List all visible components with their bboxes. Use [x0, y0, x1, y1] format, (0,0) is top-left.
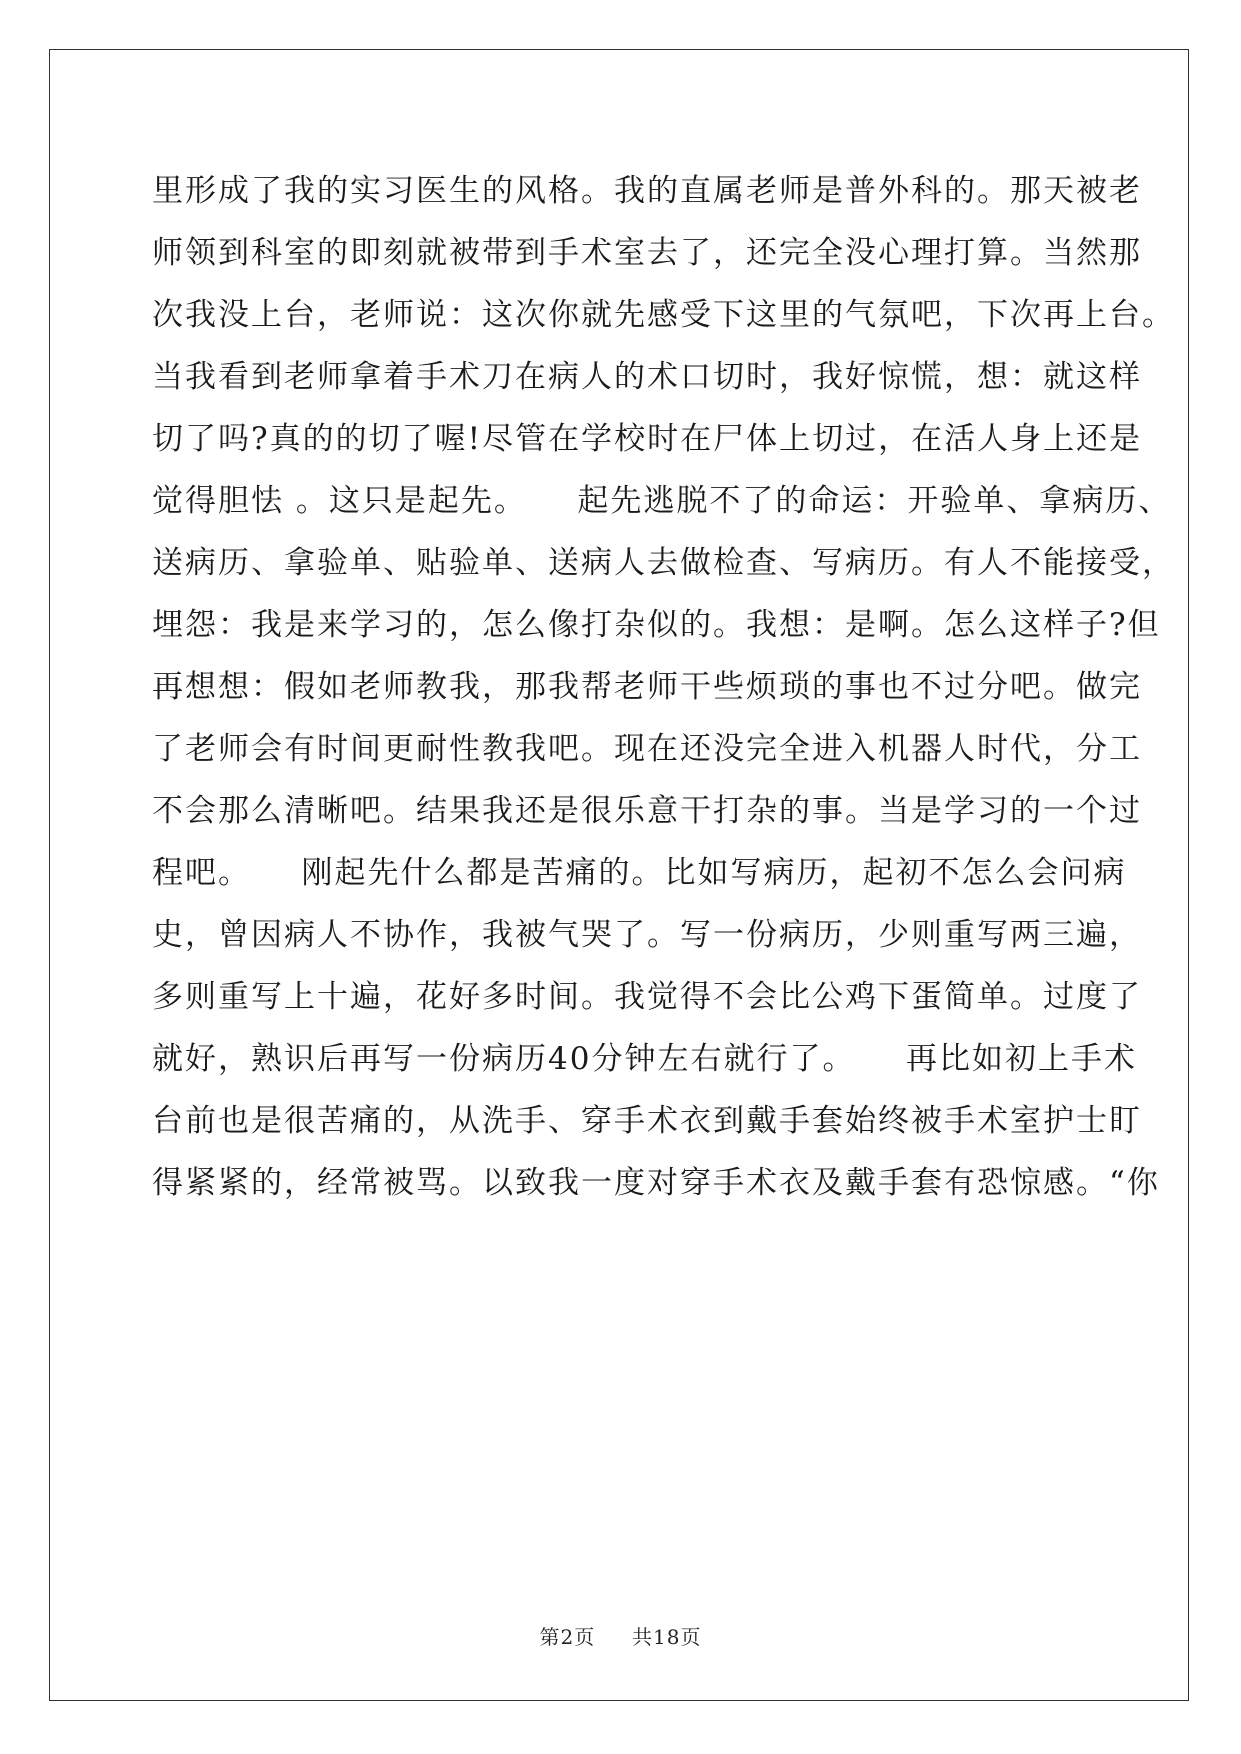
page-total: 共18页 — [632, 1625, 702, 1649]
text-line: 里形成了我的实习医生的风格。我的直属老师是普外科的。那天被老 — [152, 173, 1142, 209]
page-number: 第2页 — [539, 1625, 596, 1649]
text-line: 就好，熟识后再写一份病历40分钟左右就行了。 再比如初上手术 — [152, 1041, 1137, 1077]
text-line: 不会那么清晰吧。结果我还是很乐意干打杂的事。当是学习的一个过 — [152, 793, 1142, 829]
text-line: 程吧。 刚起先什么都是苦痛的。比如写病历，起初不怎么会问病 — [152, 855, 1127, 891]
body-text — [152, 160, 1175, 1214]
text-line: 埋怨：我是来学习的，怎么像打杂似的。我想：是啊。怎么这样子?但 — [152, 607, 1161, 643]
text-line: 多则重写上十遍，花好多时间。我觉得不会比公鸡下蛋简单。过度了 — [152, 979, 1142, 1015]
text-line: 当我看到老师拿着手术刀在病人的术口切时，我好惊慌，想：就这样 — [152, 359, 1142, 395]
text-line: 了老师会有时间更耐性教我吧。现在还没完全进入机器人时代，分工 — [152, 731, 1142, 767]
text-line: 次我没上台，老师说：这次你就先感受下这里的气氛吧，下次再上台。 — [152, 297, 1175, 333]
text-line: 觉得胆怯 。这只是起先。 起先逃脱不了的命运：开验单、拿病历、 — [152, 483, 1172, 519]
text-line: 史，曾因病人不协作，我被气哭了。写一份病历，少则重写两三遍， — [152, 917, 1142, 953]
text-line: 师领到科室的即刻就被带到手术室去了，还完全没心理打算。当然那 — [152, 235, 1142, 271]
text-line: 送病历、拿验单、贴验单、送病人去做检查、写病历。有人不能接受， — [152, 545, 1175, 581]
text-line: 再想想：假如老师教我，那我帮老师干些烦琐的事也不过分吧。做完 — [152, 669, 1142, 705]
text-line: 得紧紧的，经常被骂。以致我一度对穿手术衣及戴手套有恐惊感。“你 — [152, 1165, 1160, 1201]
text-line: 切了吗?真的的切了喔!尽管在学校时在尸体上切过，在活人身上还是 — [152, 421, 1143, 457]
page-footer — [0, 1621, 1241, 1650]
text-line: 台前也是很苦痛的，从洗手、穿手术衣到戴手套始终被手术室护士盯 — [152, 1103, 1142, 1139]
